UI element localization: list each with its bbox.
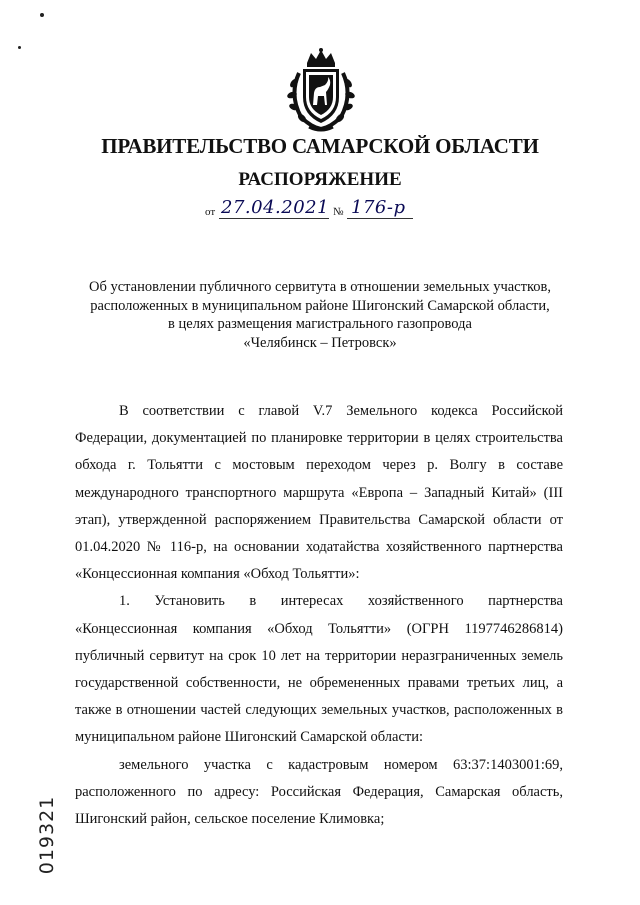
scan-speck bbox=[40, 13, 44, 17]
scan-speck bbox=[18, 46, 21, 49]
date-number-line bbox=[205, 197, 445, 223]
subject-line: в целях размещения магистрального газопровода bbox=[168, 316, 472, 332]
document-body bbox=[75, 398, 563, 833]
margin-stamp-text: 019321 bbox=[36, 795, 58, 875]
subject-line: Об установлении публичного сервитута в отношении земельных участков, bbox=[89, 279, 551, 295]
handwritten-number: 176-р bbox=[351, 197, 406, 218]
subject-line: «Челябинск – Петровск» bbox=[243, 334, 397, 351]
organization-title: ПРАВИТЕЛЬСТВО САМАРСКОЙ ОБЛАСТИ bbox=[101, 134, 539, 158]
body-paragraph: земельного участка с кадастровым номером 63:37:1403001:69, расположенного по адресу: Российская Федерация, Самарская область, Шигонский район, сельское поселение Климовка; bbox=[75, 756, 563, 828]
body-paragraph: В соответствии с главой V.7 Земельного кодекса Российской Федерации, документацией по планировке территории в целях строительства обхода г. Тольятти с мостовым переходом через р. Волгу в составе международного транспортного маршрута «Европа – Западный Китай» (III этап), утвержденной распоряжением Правительства Самарской области от 01.04.2020 № 116-р, на основании ходатайства хозяйственного партнерства «Концессионная компания «Обход Тольятти»: bbox=[75, 403, 563, 583]
coat-of-arms-icon bbox=[285, 47, 357, 133]
document-subject bbox=[60, 278, 580, 352]
number-prefix: № bbox=[333, 206, 344, 218]
document-type: РАСПОРЯЖЕНИЕ bbox=[238, 169, 402, 190]
handwritten-date: 27.04.2021 bbox=[221, 197, 330, 218]
number-underline bbox=[347, 218, 413, 219]
date-prefix: от bbox=[205, 206, 216, 218]
date-underline bbox=[219, 218, 329, 219]
subject-line: расположенных в муниципальном районе Шигонский Самарской области, bbox=[90, 297, 550, 314]
body-paragraph: 1. Установить в интересах хозяйственного партнерства «Концессионная компания «Обход Тольятти» (ОГРН 1197746286814) публичный сервитут на срок 10 лет на территории неразграниченных земель государственной собственности, не обремененных правами третьих лиц, а также в отношении частей следующих земельных участков, расположенных в муниципальном районе Шигонский Самарской области: bbox=[75, 593, 563, 746]
